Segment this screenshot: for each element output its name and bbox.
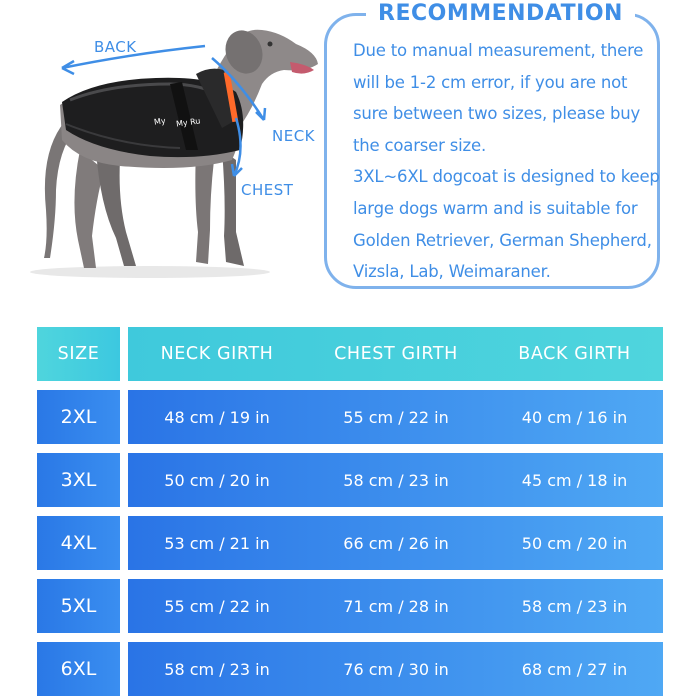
header-size: SIZE [37, 327, 120, 381]
size-cell: 6XL [37, 642, 120, 696]
recommendation-line: Vizsla, Lab, Weimaraner. [353, 262, 551, 282]
table-row [37, 453, 663, 507]
recommendation-title: RECOMMENDATION [366, 0, 635, 28]
table-row [37, 516, 663, 570]
neck-girth-cell: 53 cm / 21 in [164, 533, 270, 553]
recommendation-text [353, 35, 658, 288]
recommendation-line: 3XL~6XL dogcoat is designed to keep [353, 167, 660, 187]
size-cell: 2XL [37, 390, 120, 444]
neck-girth-cell: 55 cm / 22 in [164, 596, 270, 616]
header-chest-girth: CHEST GIRTH [334, 344, 458, 364]
table-row [37, 579, 663, 633]
back-girth-cell: 45 cm / 18 in [521, 470, 628, 490]
chest-girth-cell: 76 cm / 30 in [343, 659, 449, 679]
header-back-girth: BACK GIRTH [518, 344, 631, 364]
back-girth-cell: 68 cm / 27 in [521, 659, 628, 679]
recommendation-line: the coarser size. [353, 135, 486, 155]
neck-girth-cell: 50 cm / 20 in [164, 470, 270, 490]
table-header-row [37, 327, 663, 381]
label-back: BACK [94, 38, 137, 56]
chest-girth-cell: 58 cm / 23 in [343, 470, 449, 490]
vest-text-2: My Ru [175, 116, 201, 129]
table-row [37, 642, 663, 696]
vest-text-1: My [153, 116, 167, 127]
recommendation-line: will be 1-2 cm error, if you are not [353, 72, 628, 92]
back-girth-cell: 58 cm / 23 in [521, 596, 628, 616]
neck-girth-cell: 58 cm / 23 in [164, 659, 270, 679]
size-cell: 3XL [37, 453, 120, 507]
recommendation-line: Golden Retriever, German Shepherd, [353, 230, 652, 250]
dog-photo [0, 0, 330, 300]
recommendation-line: Due to manual measurement, there [353, 41, 644, 60]
header-neck-girth: NECK GIRTH [160, 344, 274, 364]
label-chest: CHEST [241, 181, 294, 199]
label-neck: NECK [272, 127, 316, 145]
chest-girth-cell: 55 cm / 22 in [343, 407, 449, 427]
table-row [37, 390, 663, 444]
recommendation-line: large dogs warm and is suitable for [353, 198, 638, 218]
size-cell: 5XL [37, 579, 120, 633]
chest-girth-cell: 66 cm / 26 in [343, 533, 449, 553]
chest-girth-cell: 71 cm / 28 in [343, 596, 449, 616]
back-girth-cell: 50 cm / 20 in [521, 533, 628, 553]
back-girth-cell: 40 cm / 16 in [521, 407, 628, 427]
recommendation-line: sure between two sizes, please buy [353, 104, 641, 124]
size-cell: 4XL [37, 516, 120, 570]
neck-girth-cell: 48 cm / 19 in [164, 407, 270, 427]
